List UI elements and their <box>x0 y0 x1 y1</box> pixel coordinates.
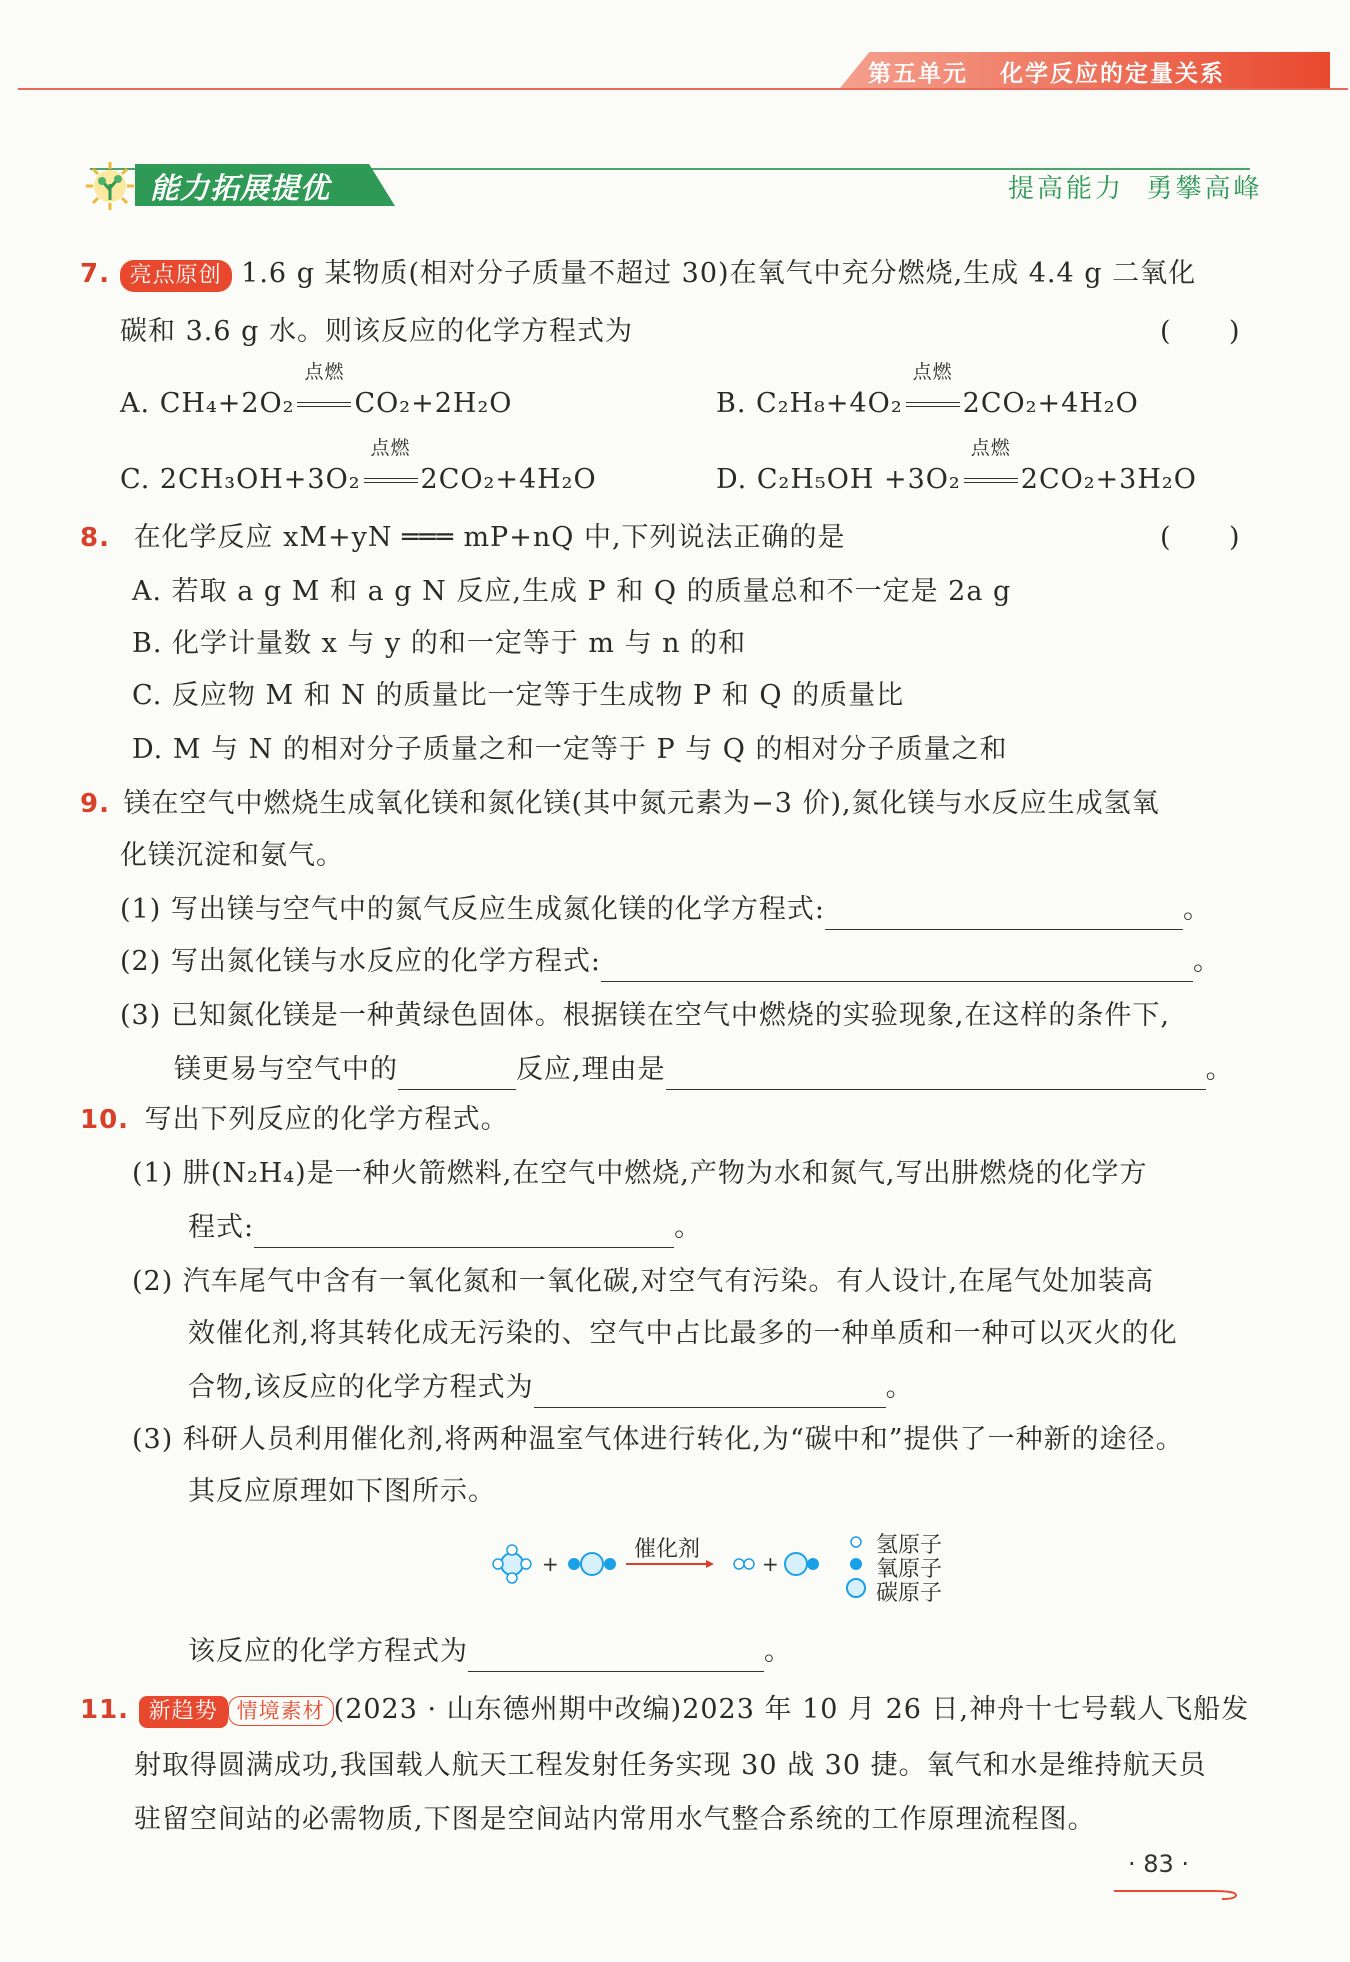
equation-right: CO₂+2H₂O <box>354 388 513 419</box>
question-number: 11. <box>80 1695 130 1725</box>
chapter-topic: 化学反应的定量关系 <box>1000 61 1225 87</box>
reaction-condition: 点燃 <box>905 384 961 424</box>
question-text: 碳和 3.6 g 水。则该反应的化学方程式为 <box>120 316 633 347</box>
oxygen-legend-icon <box>850 1558 862 1570</box>
equation-right: 2CO₂+3H₂O <box>1020 464 1197 495</box>
question-text: 化镁沉淀和氨气。 <box>120 840 344 871</box>
option-b[interactable]: B. 化学计量数 x 与 y 的和一定等于 m 与 n 的和 <box>132 628 747 659</box>
question-number: 8. <box>80 523 110 553</box>
option-b[interactable] <box>716 361 1139 424</box>
subquestion-1: (1) 肼(N₂H₄)是一种火箭燃料,在空气中燃烧,产物为水和氮气,写出肼燃烧的化学方 <box>132 1158 1148 1189</box>
answer-blank[interactable] <box>254 1219 674 1248</box>
option-label: D. <box>716 464 748 495</box>
section-slogan: 提高能力 勇攀高峰 <box>1008 174 1263 204</box>
subquestion-2-cont: 合物,该反应的化学方程式为 。 <box>188 1368 914 1408</box>
answer-blank[interactable] <box>601 953 1193 982</box>
sun-tree-icon <box>84 160 136 212</box>
question-number: 9. <box>80 789 110 819</box>
subquestion-text: (2) 写出氮化镁与水反应的化学方程式: <box>120 946 601 977</box>
top-rule <box>18 88 1348 90</box>
carbon-dioxide-molecule <box>568 1553 616 1575</box>
subquestion-3: (3) 科研人员利用催化剂,将两种温室气体进行转化,为“碳中和”提供了一种新的途径。 <box>132 1424 1184 1455</box>
option-c[interactable]: C. 反应物 M 和 N 的质量比一定等于生成物 P 和 Q 的质量比 <box>132 680 905 711</box>
question-number: 10. <box>80 1105 130 1135</box>
carbon-legend-icon <box>847 1579 865 1597</box>
legend-oxygen: 氧原子 <box>876 1557 943 1582</box>
equation-right: 2CO₂+4H₂O <box>420 464 597 495</box>
answer-blank[interactable] <box>534 1379 886 1408</box>
question-text: (2023 · 山东德州期中改编)2023 年 10 月 26 日,神舟十七号载人飞船发 <box>333 1694 1250 1725</box>
question-11 <box>80 1690 1249 1730</box>
subquestion-text: 程式: <box>188 1212 255 1243</box>
equation-left: 2CH₃OH+3O₂ <box>159 464 361 495</box>
subquestion-1-cont: 程式: 。 <box>188 1208 702 1248</box>
context-badge: 情境素材 <box>228 1696 334 1726</box>
option-label: B. <box>716 388 747 419</box>
subquestion-text: 镁更易与空气中的 <box>174 1054 398 1085</box>
equation-right: 2CO₂+4H₂O <box>962 388 1139 419</box>
legend-carbon: 碳原子 <box>876 1581 943 1606</box>
chapter-unit: 第五单元 <box>868 61 968 87</box>
answer-blank[interactable] <box>666 1061 1206 1090</box>
option-a[interactable] <box>120 361 513 424</box>
option-d[interactable]: D. M 与 N 的相对分子质量之和一定等于 P 与 Q 的相对分子质量之和 <box>132 734 1008 765</box>
svg-text:+: + <box>762 1552 779 1576</box>
option-d[interactable] <box>716 437 1197 500</box>
subquestion-3-answer: 该反应的化学方程式为 。 <box>188 1632 792 1672</box>
subquestion-text: 该反应的化学方程式为 <box>188 1636 468 1667</box>
subquestion-text: (1) 写出镁与空气中的氮气反应生成氮化镁的化学方程式: <box>120 894 825 925</box>
answer-paren: ( ) <box>1160 316 1241 347</box>
question-10 <box>80 1100 509 1140</box>
legend-hydrogen: 氢原子 <box>876 1533 943 1558</box>
hydrogen-molecule <box>734 1559 754 1569</box>
reaction-condition: 点燃 <box>296 384 352 424</box>
answer-blank[interactable] <box>398 1061 516 1090</box>
carbon-monoxide-molecule <box>785 1553 819 1575</box>
page-number-underline <box>1112 1886 1242 1900</box>
equation-left: CH₄+2O₂ <box>159 388 295 419</box>
page-number: · 83 · <box>1128 1850 1190 1878</box>
question-7-line2 <box>120 312 633 352</box>
subquestion-text: 合物,该反应的化学方程式为 <box>188 1372 534 1403</box>
subquestion-3: (3) 已知氮化镁是一种黄绿色固体。根据镁在空气中燃烧的实验现象,在这样的条件下, <box>120 1000 1170 1031</box>
question-number: 7. <box>80 259 110 289</box>
question-text: 射取得圆满成功,我国载人航天工程发射任务实现 30 战 30 捷。氧气和水是维持航天员 <box>134 1750 1207 1781</box>
subquestion-3-cont: 其反应原理如下图所示。 <box>188 1476 496 1507</box>
trend-badge: 新趋势 <box>139 1696 228 1728</box>
reaction-condition: 点燃 <box>363 460 419 500</box>
subquestion-2: (2) 写出氮化镁与水反应的化学方程式: 。 <box>120 942 1221 982</box>
equation-left: C₂H₅OH +3O₂ <box>756 464 961 495</box>
option-c[interactable] <box>120 437 597 500</box>
svg-text:+: + <box>542 1552 559 1576</box>
methane-molecule <box>493 1545 531 1583</box>
question-7 <box>80 254 1196 294</box>
answer-blank[interactable] <box>825 901 1183 930</box>
question-text: 写出下列反应的化学方程式。 <box>144 1104 509 1135</box>
option-label: A. <box>120 388 151 419</box>
answer-blank[interactable] <box>468 1643 764 1672</box>
option-a[interactable]: A. 若取 a g M 和 a g N 反应,生成 P 和 Q 的质量总和不一定是 2a g <box>132 576 1012 607</box>
option-label: C. <box>120 464 151 495</box>
question-text: 镁在空气中燃烧生成氧化镁和氮化镁(其中氮元素为−3 价),氮化镁与水反应生成氢氧 <box>123 788 1160 819</box>
subquestion-2-cont: 效催化剂,将其转化成无污染的、空气中占比最多的一种单质和一种可以灭火的化 <box>188 1318 1178 1349</box>
question-text: 1.6 g 某物质(相对分子质量不超过 30)在氧气中充分燃烧,生成 4.4 g 二氧化 <box>241 258 1197 289</box>
subquestion-1: (1) 写出镁与空气中的氮气反应生成氮化镁的化学方程式: 。 <box>120 890 1211 930</box>
question-8 <box>80 518 846 558</box>
subquestion-2: (2) 汽车尾气中含有一氧化氮和一氧化碳,对空气有污染。有人设计,在尾气处加装高 <box>132 1266 1154 1297</box>
hydrogen-legend-icon <box>851 1537 861 1547</box>
question-9 <box>80 784 1160 824</box>
equation-left: C₂H₈+4O₂ <box>756 388 903 419</box>
section-title: 能力拓展提优 <box>150 171 331 205</box>
subquestion-text: 反应,理由是 <box>516 1054 666 1085</box>
question-text: 在化学反应 xM+yN ═══ mP+nQ 中,下列说法正确的是 <box>133 522 846 553</box>
question-text: 驻留空间站的必需物质,下图是空间站内常用水气整合系统的工作原理流程图。 <box>134 1804 1096 1835</box>
highlight-badge: 亮点原创 <box>120 260 232 292</box>
subquestion-3-cont: 镁更易与空气中的 反应,理由是 。 <box>174 1050 1234 1090</box>
catalyst-label: 催化剂 <box>634 1537 701 1562</box>
answer-paren: ( ) <box>1160 522 1241 553</box>
reaction-condition: 点燃 <box>963 460 1019 500</box>
